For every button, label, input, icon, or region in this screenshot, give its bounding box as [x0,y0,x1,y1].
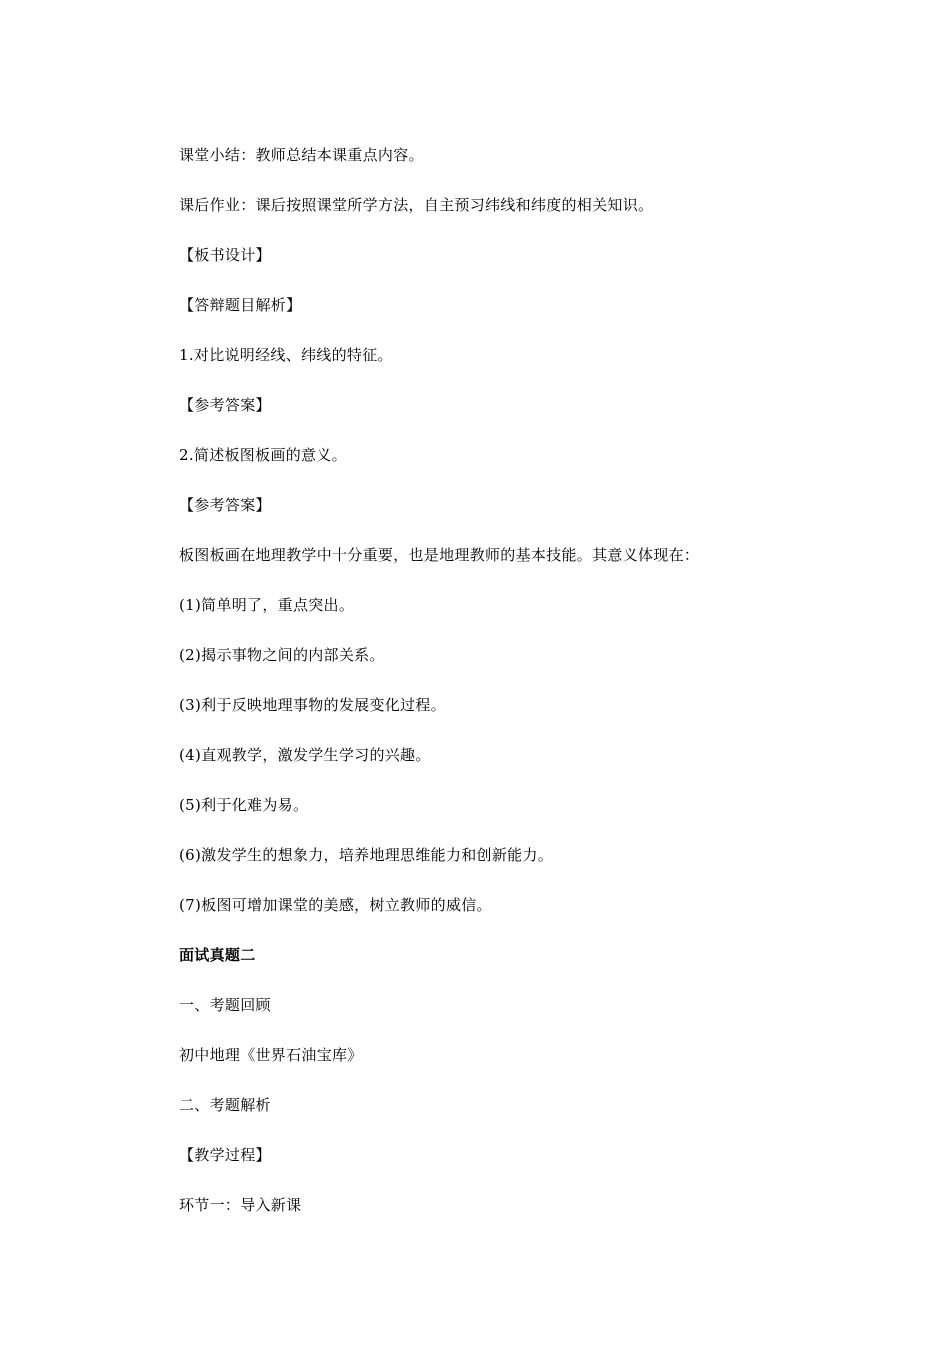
answer-intro: 板图板画在地理教学中十分重要，也是地理教师的基本技能。其意义体现在： [179,546,700,564]
answer-point-5: (5)利于化难为易。 [179,796,309,814]
answer-point-2: (2)揭示事物之间的内部关系。 [179,646,385,664]
heading-reference-answer-1: 【参考答案】 [179,396,271,414]
heading-question-analysis: 二、考题解析 [179,1096,271,1114]
step-1-introduction: 环节一：导入新课 [179,1196,302,1214]
question-topic: 初中地理《世界石油宝库》 [179,1046,363,1064]
heading-board-design: 【板书设计】 [179,246,271,264]
answer-point-4: (4)直观教学，激发学生学习的兴趣。 [179,746,431,764]
heading-reference-answer-2: 【参考答案】 [179,496,271,514]
section-heading-interview-2: 面试真题二 [179,946,256,964]
question-1: 1.对比说明经线、纬线的特征。 [179,346,393,364]
paragraph-class-summary: 课堂小结：教师总结本课重点内容。 [179,146,424,164]
heading-question-review: 一、考题回顾 [179,996,271,1014]
answer-point-3: (3)利于反映地理事物的发展变化过程。 [179,696,446,714]
paragraph-homework: 课后作业：课后按照课堂所学方法，自主预习纬线和纬度的相关知识。 [179,196,654,214]
heading-defense-analysis: 【答辩题目解析】 [179,296,302,314]
answer-point-6: (6)激发学生的想象力，培养地理思维能力和创新能力。 [179,846,554,864]
question-2: 2.简述板图板画的意义。 [179,446,347,464]
answer-point-1: (1)简单明了，重点突出。 [179,596,355,614]
heading-teaching-process: 【教学过程】 [179,1146,271,1164]
answer-point-7: (7)板图可增加课堂的美感，树立教师的威信。 [179,896,492,914]
